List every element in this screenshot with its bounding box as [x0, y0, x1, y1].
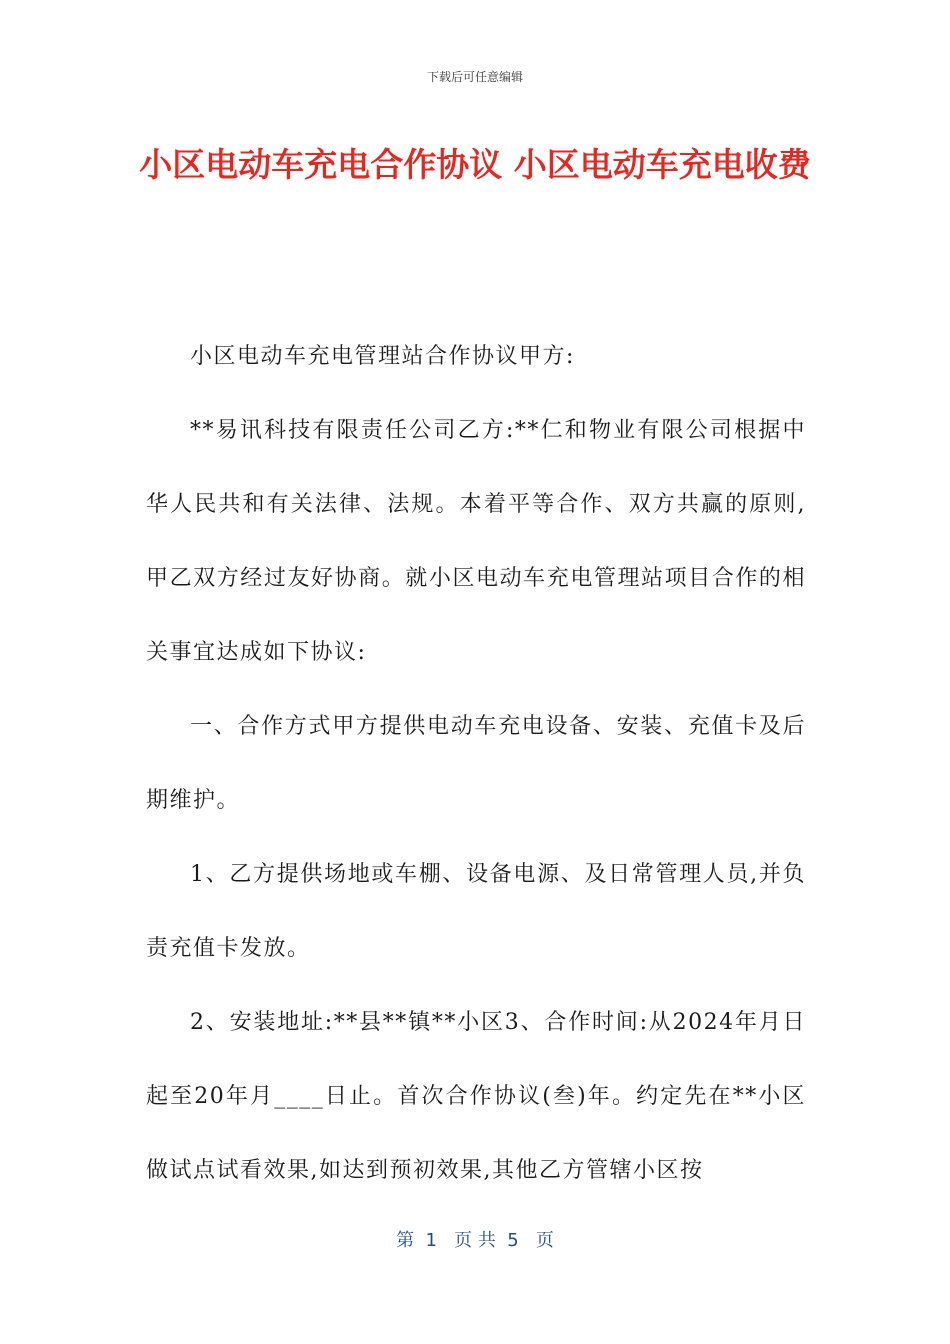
paragraph: 1、乙方提供场地或车棚、设备电源、及日常管理人员,并负责充值卡发放。 — [146, 862, 806, 961]
paragraph: 小区电动车充电管理站合作协议甲方: — [190, 344, 575, 369]
document-body — [146, 320, 806, 1208]
paragraph: 2、安装地址:**县**镇**小区3、合作时间:从2024年月日起至20年月____日止。首次合作协议(叁)年。约定先在**小区做试点试看效果,如达到预初效果,其他乙方管辖小区按 — [146, 1010, 806, 1183]
document-title: 小区电动车充电合作协议 小区电动车充电收费 — [139, 145, 811, 184]
paragraph: **易讯科技有限责任公司乙方:**仁和物业有限公司根据中华人民共和有关法律、法规。本着平等合作、双方共赢的原则,甲乙双方经过友好协商。就小区电动车充电管理站项目合作的相关事宜达成如下协议: — [146, 418, 806, 665]
header-note: 下载后可任意编辑 — [426, 70, 523, 84]
page-number-footer: 第 1 页 共 5 页 — [396, 1230, 554, 1251]
paragraph: 一、合作方式甲方提供电动车充电设备、安装、充值卡及后期维护。 — [146, 714, 806, 813]
